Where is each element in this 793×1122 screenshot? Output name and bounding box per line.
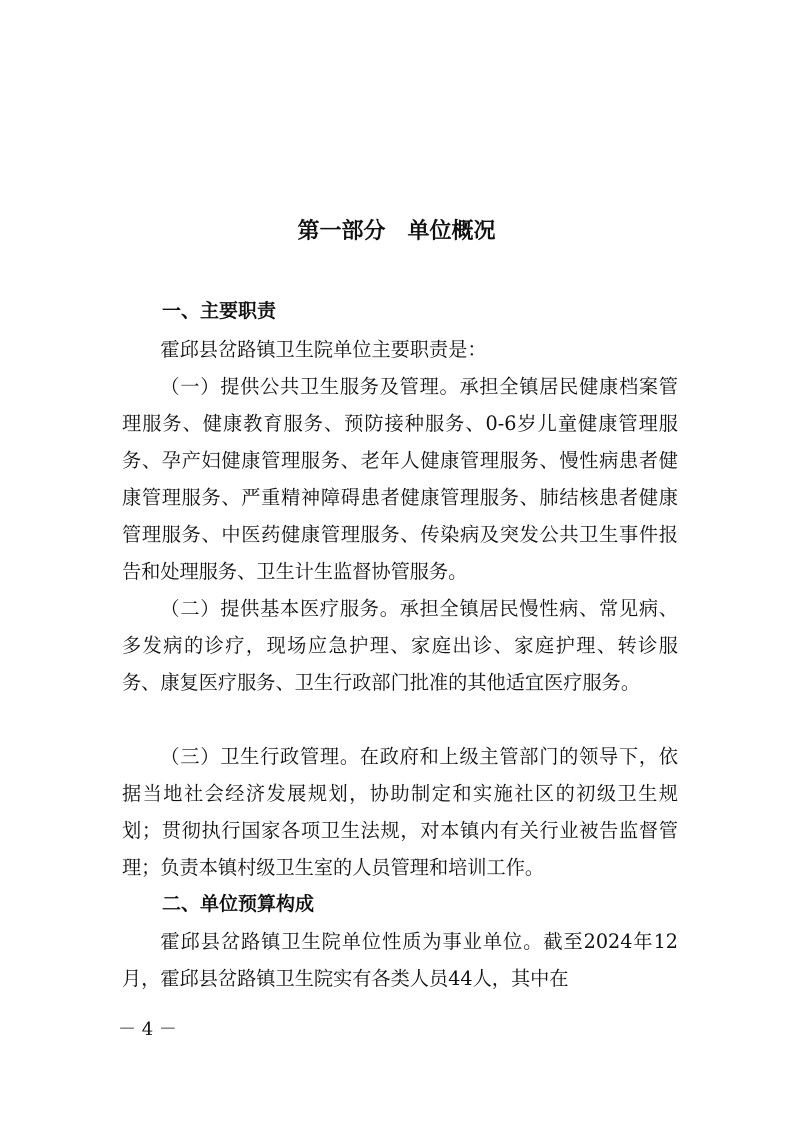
- page-number: － 4 －: [118, 1019, 177, 1040]
- paragraph-duties-intro: 霍邱县岔路镇卫生院单位主要职责是：: [160, 338, 487, 361]
- paragraph-public-health: （一）提供公共卫生服务及管理。承担全镇居民健康档案管理服务、健康教育服务、预防接种服务、0-6岁儿童健康管理服务、孕产妇健康管理服务、老年人健康管理服务、慢性病患者健康管理服务、严重精神障碍患者健康管理服务、肺结核患者健康管理服务、中医药健康管理服务、传染病及突发公共卫生事件报告和处理服务、卫生计生监督协管服务。: [122, 375, 678, 583]
- paragraph-budget-composition: 霍邱县岔路镇卫生院单位性质为事业单位。截至2024年12月，霍邱县岔路镇卫生院实有各类人员44人，其中在: [122, 930, 678, 990]
- section-heading-budget: 二、单位预算构成: [162, 893, 315, 915]
- paragraph-medical-service: （二）提供基本医疗服务。承担全镇居民慢性病、常见病、多发病的诊疗，现场应急护理、家庭出诊、家庭护理、转诊服务、康复医疗服务、卫生行政部门批准的其他适宜医疗服务。: [122, 597, 678, 694]
- section-heading-duties: 一、主要职责: [162, 300, 277, 322]
- paragraph-health-admin: （三）卫生行政管理。在政府和上级主管部门的领导下，依据当地社会经济发展规划，协助制定和实施社区的初级卫生规划；贯彻执行国家各项卫生法规，对本镇内有关行业被告监督管理；负责本镇村级卫生室的人员管理和培训工作。: [122, 745, 678, 879]
- page-title: 第一部分 单位概况: [297, 219, 496, 244]
